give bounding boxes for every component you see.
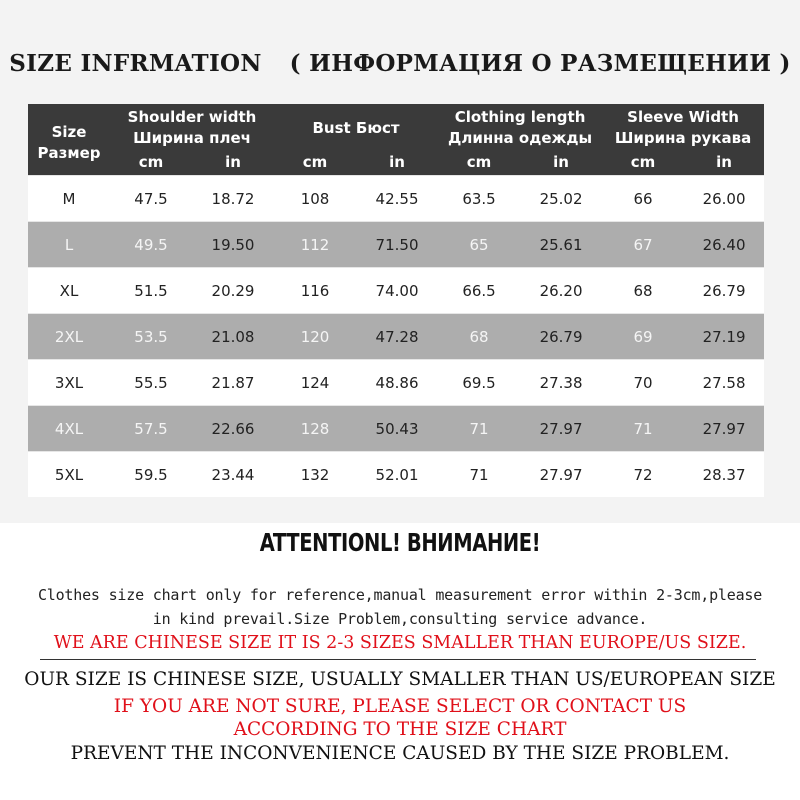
according-notice: ACCORDING TO THE SIZE CHART [233, 719, 567, 740]
unit-cm-header: cm [438, 152, 520, 176]
length-cm-cell: 69.5 [438, 360, 520, 406]
shoulder-cm-cell: 51.5 [110, 268, 192, 314]
group-label-ru: Ширина плеч [133, 129, 251, 147]
bust-in-cell: 42.55 [356, 176, 438, 222]
sleeve-cm-cell: 67 [602, 222, 684, 268]
sleeve-cm-cell: 70 [602, 360, 684, 406]
size-cell: 2XL [28, 314, 110, 360]
unit-in-header: in [356, 152, 438, 176]
unit-cm-header: cm [602, 152, 684, 176]
bust-cm-cell: 120 [274, 314, 356, 360]
length-cm-cell: 71 [438, 452, 520, 498]
length-cm-cell: 65 [438, 222, 520, 268]
size-chart-table [28, 104, 764, 497]
sleeve-in-cell: 28.37 [684, 452, 764, 498]
size-cell: 5XL [28, 452, 110, 498]
length-cm-cell: 71 [438, 406, 520, 452]
bust-in-cell: 52.01 [356, 452, 438, 498]
length-in-cell: 26.79 [520, 314, 602, 360]
bust-header [274, 104, 438, 152]
header-row-units [28, 152, 764, 176]
bust-cm-cell: 128 [274, 406, 356, 452]
shoulder-cm-cell: 55.5 [110, 360, 192, 406]
unit-in-header: in [192, 152, 274, 176]
group-label-ru: Длинна одежды [447, 129, 593, 147]
divider-line [40, 659, 756, 660]
sleeve-width-header [602, 104, 764, 152]
bust-in-cell: 71.50 [356, 222, 438, 268]
bust-in-cell: 47.28 [356, 314, 438, 360]
title-russian: ( ИНФОРМАЦИЯ О РАЗМЕЩЕНИИ ) [289, 50, 791, 77]
page-title [0, 50, 800, 77]
length-in-cell: 25.61 [520, 222, 602, 268]
bust-in-cell: 50.43 [356, 406, 438, 452]
shoulder-width-header [110, 104, 274, 152]
sleeve-in-cell: 26.79 [684, 268, 764, 314]
table-row [28, 176, 764, 222]
sleeve-cm-cell: 69 [602, 314, 684, 360]
group-label-en: Clothing length [454, 108, 586, 126]
reference-note: Clothes size chart only for reference,manual measurement error within 2-3cm,please in kind prevail.Size Problem,consulting service advance. [37, 586, 763, 628]
size-cell: M [28, 176, 110, 222]
header-row-groups [28, 104, 764, 152]
length-in-cell: 27.97 [520, 406, 602, 452]
size-cell: XL [28, 268, 110, 314]
attention-heading: ATTENTIONL! ВНИМАНИЕ! [259, 528, 541, 557]
shoulder-cm-cell: 53.5 [110, 314, 192, 360]
shoulder-in-cell: 21.87 [192, 360, 274, 406]
sleeve-in-cell: 27.58 [684, 360, 764, 406]
unit-in-header: in [520, 152, 602, 176]
sleeve-cm-cell: 72 [602, 452, 684, 498]
sleeve-in-cell: 27.97 [684, 406, 764, 452]
unit-cm-header: cm [274, 152, 356, 176]
prevent-notice: PREVENT THE INCONVENIENCE CAUSED BY THE SIZE PROBLEM. [70, 743, 730, 764]
length-cm-cell: 63.5 [438, 176, 520, 222]
bust-cm-cell: 132 [274, 452, 356, 498]
size-cell: 4XL [28, 406, 110, 452]
group-label-ru: Ширина рукава [614, 129, 752, 147]
sleeve-cm-cell: 68 [602, 268, 684, 314]
bust-in-cell: 48.86 [356, 360, 438, 406]
title-english: SIZE INFRMATION [9, 50, 262, 77]
shoulder-in-cell: 23.44 [192, 452, 274, 498]
sleeve-in-cell: 26.00 [684, 176, 764, 222]
not-sure-notice: IF YOU ARE NOT SURE, PLEASE SELECT OR CONTACT US [113, 696, 687, 717]
length-cm-cell: 68 [438, 314, 520, 360]
chinese-size-warning: WE ARE CHINESE SIZE IT IS 2-3 SIZES SMALLER THAN EUROPE/US SIZE. [53, 633, 747, 653]
shoulder-in-cell: 21.08 [192, 314, 274, 360]
length-in-cell: 26.20 [520, 268, 602, 314]
size-cell: 3XL [28, 360, 110, 406]
sleeve-in-cell: 27.19 [684, 314, 764, 360]
size-table-body [28, 176, 764, 498]
table-row [28, 222, 764, 268]
shoulder-in-cell: 18.72 [192, 176, 274, 222]
bust-cm-cell: 108 [274, 176, 356, 222]
shoulder-in-cell: 22.66 [192, 406, 274, 452]
unit-cm-header: cm [110, 152, 192, 176]
size-header-ru: Размер [37, 143, 101, 162]
unit-in-header: in [684, 152, 764, 176]
clothing-length-header [438, 104, 602, 152]
length-in-cell: 27.97 [520, 452, 602, 498]
table-row [28, 452, 764, 498]
shoulder-in-cell: 19.50 [192, 222, 274, 268]
shoulder-in-cell: 20.29 [192, 268, 274, 314]
sleeve-in-cell: 26.40 [684, 222, 764, 268]
our-size-notice: OUR SIZE IS CHINESE SIZE, USUALLY SMALLER THAN US/EUROPEAN SIZE [24, 669, 776, 690]
bust-cm-cell: 112 [274, 222, 356, 268]
table-row [28, 360, 764, 406]
sleeve-cm-cell: 66 [602, 176, 684, 222]
length-in-cell: 27.38 [520, 360, 602, 406]
length-in-cell: 25.02 [520, 176, 602, 222]
bust-in-cell: 74.00 [356, 268, 438, 314]
length-cm-cell: 66.5 [438, 268, 520, 314]
group-label-en: Shoulder width [127, 108, 257, 126]
size-column-header [28, 104, 110, 176]
bust-cm-cell: 124 [274, 360, 356, 406]
table-row [28, 406, 764, 452]
shoulder-cm-cell: 57.5 [110, 406, 192, 452]
table-row [28, 314, 764, 360]
sleeve-cm-cell: 71 [602, 406, 684, 452]
shoulder-cm-cell: 49.5 [110, 222, 192, 268]
bust-cm-cell: 116 [274, 268, 356, 314]
group-label-en: Sleeve Width [627, 108, 739, 126]
size-header-en: Size [51, 122, 87, 141]
table-row [28, 268, 764, 314]
group-label-en: Bust Бюст [312, 118, 400, 137]
shoulder-cm-cell: 59.5 [110, 452, 192, 498]
size-cell: L [28, 222, 110, 268]
shoulder-cm-cell: 47.5 [110, 176, 192, 222]
